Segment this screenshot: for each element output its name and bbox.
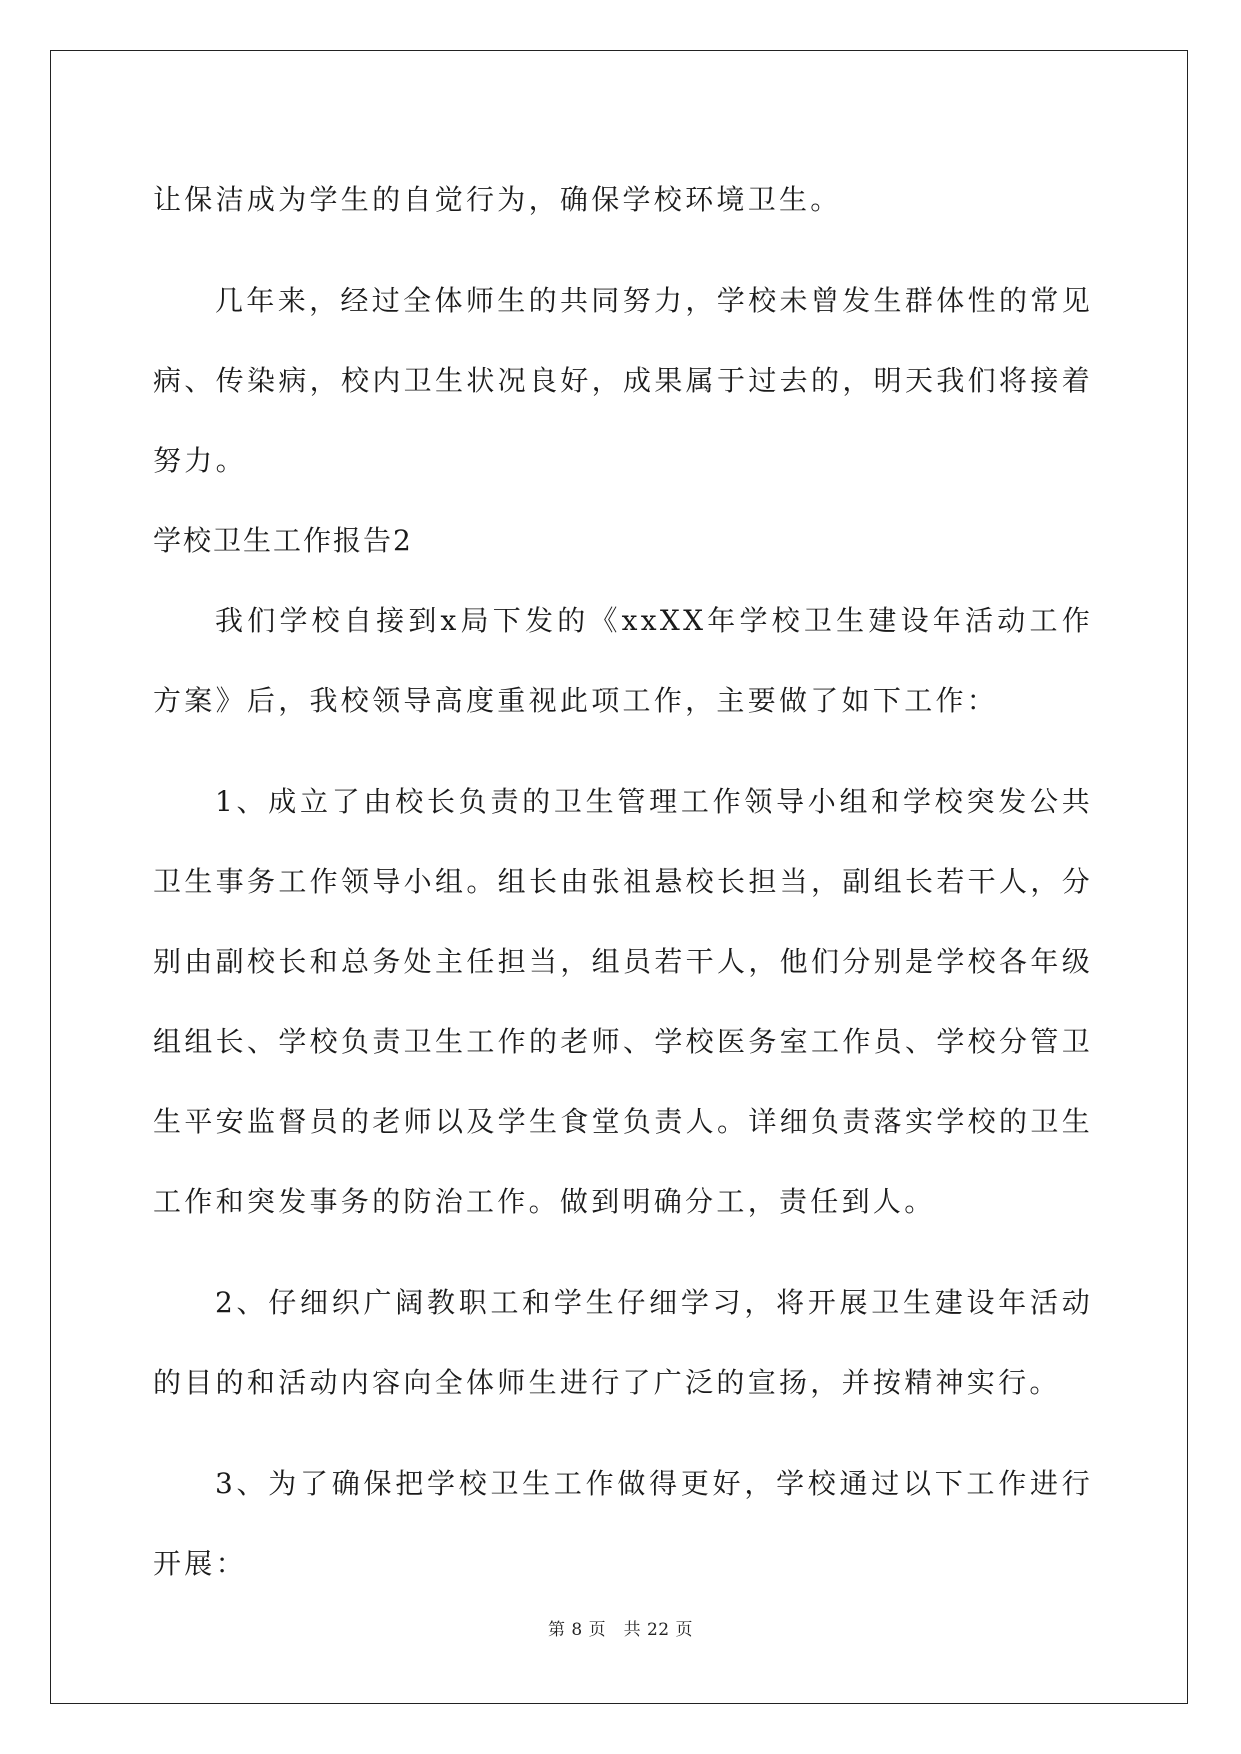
paragraph: 几年来，经过全体师生的共同努力，学校未曾发生群体性的常见病、传染病，校内卫生状况良好，成果属于过去的，明天我们将接着努力。 bbox=[153, 284, 1093, 477]
section-heading: 学校卫生工作报告2 bbox=[153, 524, 413, 557]
paragraph: 我们学校自接到x局下发的《xxXX年学校卫生建设年活动工作方案》后，我校领导高度重视此项工作，主要做了如下工作： bbox=[153, 604, 1093, 717]
paragraph: 让保洁成为学生的自觉行为，确保学校环境卫生。 bbox=[153, 183, 842, 216]
paragraph: 3、为了确保把学校卫生工作做得更好，学校通过以下工作进行开展： bbox=[153, 1467, 1093, 1580]
page-number-footer: 第 8 页 共 22 页 bbox=[547, 1620, 694, 1640]
paragraph: 2、仔细织广阔教职工和学生仔细学习，将开展卫生建设年活动的目的和活动内容向全体师生进行了广泛的宣扬，并按精神实行。 bbox=[153, 1286, 1093, 1399]
document-body bbox=[153, 160, 1093, 1625]
paragraph: 1、成立了由校长负责的卫生管理工作领导小组和学校突发公共卫生事务工作领导小组。组长由张祖悬校长担当，副组长若干人，分别由副校长和总务处主任担当，组员若干人，他们分别是学校各年级组组长、学校负责卫生工作的老师、学校医务室工作员、学校分管卫生平安监督员的老师以及学生食堂负责人。详细负责落实学校的卫生工作和突发事务的防治工作。做到明确分工，责任到人。 bbox=[153, 785, 1093, 1218]
